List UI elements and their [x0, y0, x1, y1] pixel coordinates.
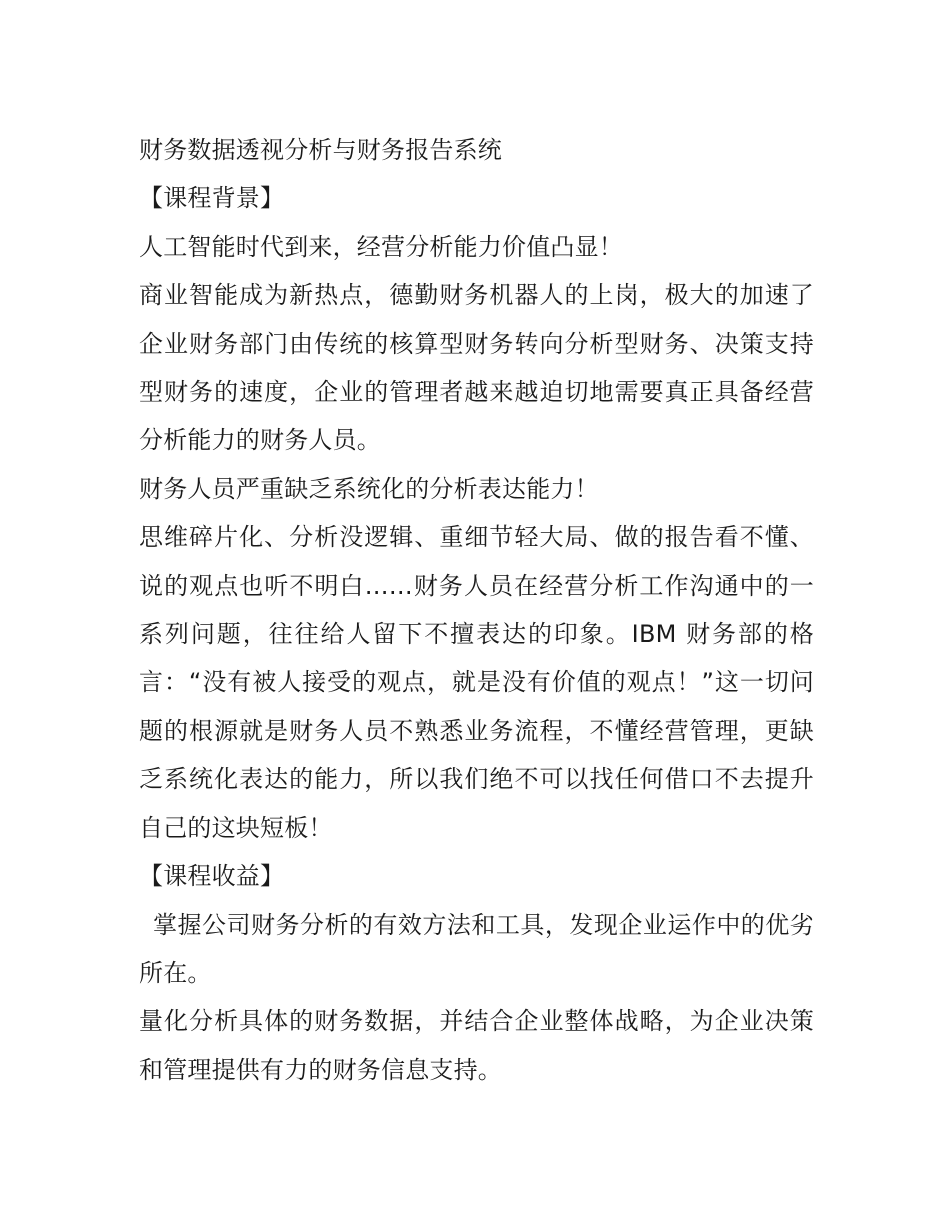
document-title: 财务数据透视分析与财务报告系统 [139, 136, 502, 164]
background-paragraph-business-intelligence: 商业智能成为新热点，德勤财务机器人的上岗，极大的加速了企业财务部门由传统的核算型财务转向分析型财务、决策支持型财务的速度，企业的管理者越来越迫切地需要真正具备经营分析能力的财务人员。 [139, 281, 814, 455]
background-paragraph-problems: 思维碎片化、分析没逻辑、重细节轻大局、做的报告看不懂、说的观点也听不明白……财务人员在经营分析工作沟通中的一系列问题，往往给人留下不擅表达的印象。IBM 财务部的格言：“没有被人接受的观点，就是没有价值的观点！”这一切问题的根源就是财务人员不熟悉业务流程，不懂经营管理，更缺乏系统化表达的能力，所以我们绝不可以找任何借口不去提升自己的这块短板！ [139, 523, 814, 842]
background-headline-expression-ability: 财务人员严重缺乏系统化的分析表达能力！ [139, 474, 599, 503]
section-heading-background: 【课程背景】 [139, 184, 285, 213]
section-heading-benefits: 【课程收益】 [139, 862, 285, 891]
benefit-item-analysis-methods: 掌握公司财务分析的有效方法和工具，发现企业运作中的优劣所在。 [139, 910, 814, 987]
benefit-item-quantified-analysis: 量化分析具体的财务数据，并结合企业整体战略，为企业决策和管理提供有力的财务信息支持。 [139, 1007, 814, 1084]
background-headline-ai-era: 人工智能时代到来，经营分析能力价值凸显！ [139, 232, 623, 261]
document-body [139, 126, 814, 1094]
